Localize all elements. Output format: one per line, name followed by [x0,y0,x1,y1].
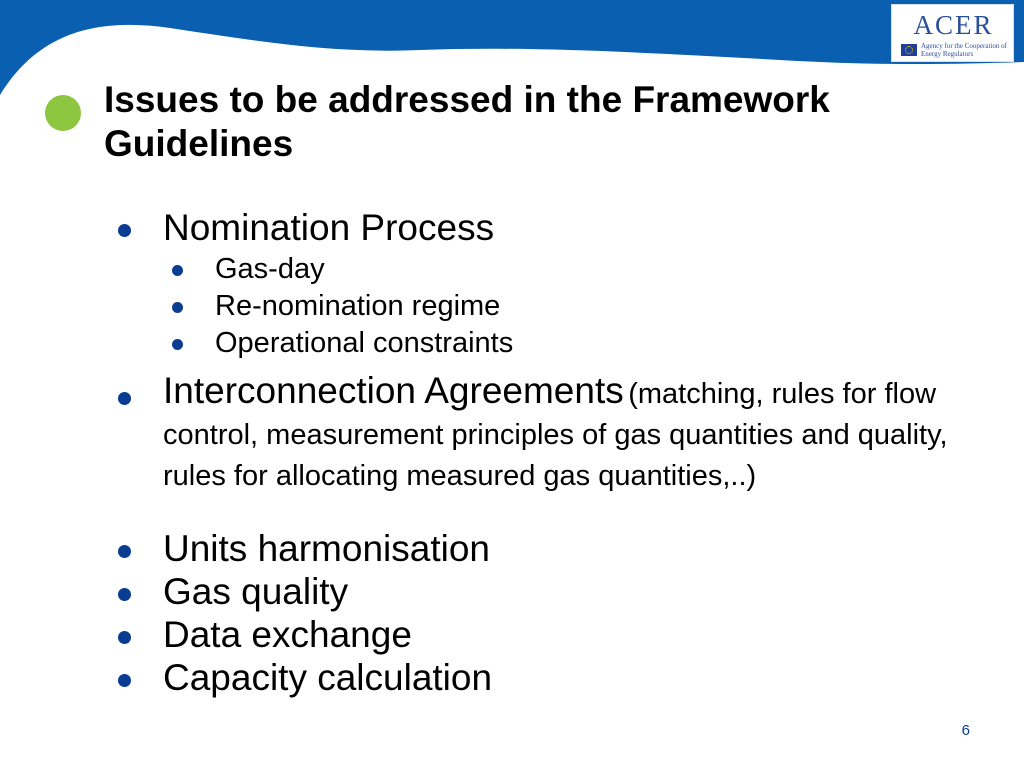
bullet-icon [118,631,131,644]
subitem-gas-day: Gas-day [215,253,325,285]
bullet-icon [118,224,131,237]
interconnection-agreements-heading: Interconnection Agreements [163,370,624,411]
logo-wordmark: ACER [913,10,994,40]
subitem-operational-constraints: Operational constraints [215,327,514,359]
slide-title: Issues to be addressed in the Framework Guidelines [104,79,830,164]
logo-tagline: Agency for the Cooperation of Energy Regulators [921,42,1007,58]
bullet-icon [118,674,131,687]
interconnection-agreements-detail: (matching, rules for flow control, measurement principles of gas quantities and quality, rules for allocating measured gas quantities,..) [163,378,948,492]
bullet-nomination-process: Nomination Process [163,207,495,248]
subitem-re-nomination-regime: Re-nomination regime [215,290,501,322]
sub-bullet-icon [172,339,183,350]
bullet-icon [118,392,131,405]
bullet-icon [118,588,131,601]
page-number: 6 [961,722,970,739]
bullet-icon [118,545,131,558]
sub-bullet-icon [172,265,183,276]
bullet-gas-quality: Gas quality [163,571,349,612]
bullet-interconnection-agreements [163,372,993,499]
sub-bullet-icon [172,302,183,313]
bullet-units-harmonisation: Units harmonisation [163,528,490,569]
bullet-data-exchange: Data exchange [163,614,412,655]
bullet-capacity-calculation: Capacity calculation [163,657,493,698]
